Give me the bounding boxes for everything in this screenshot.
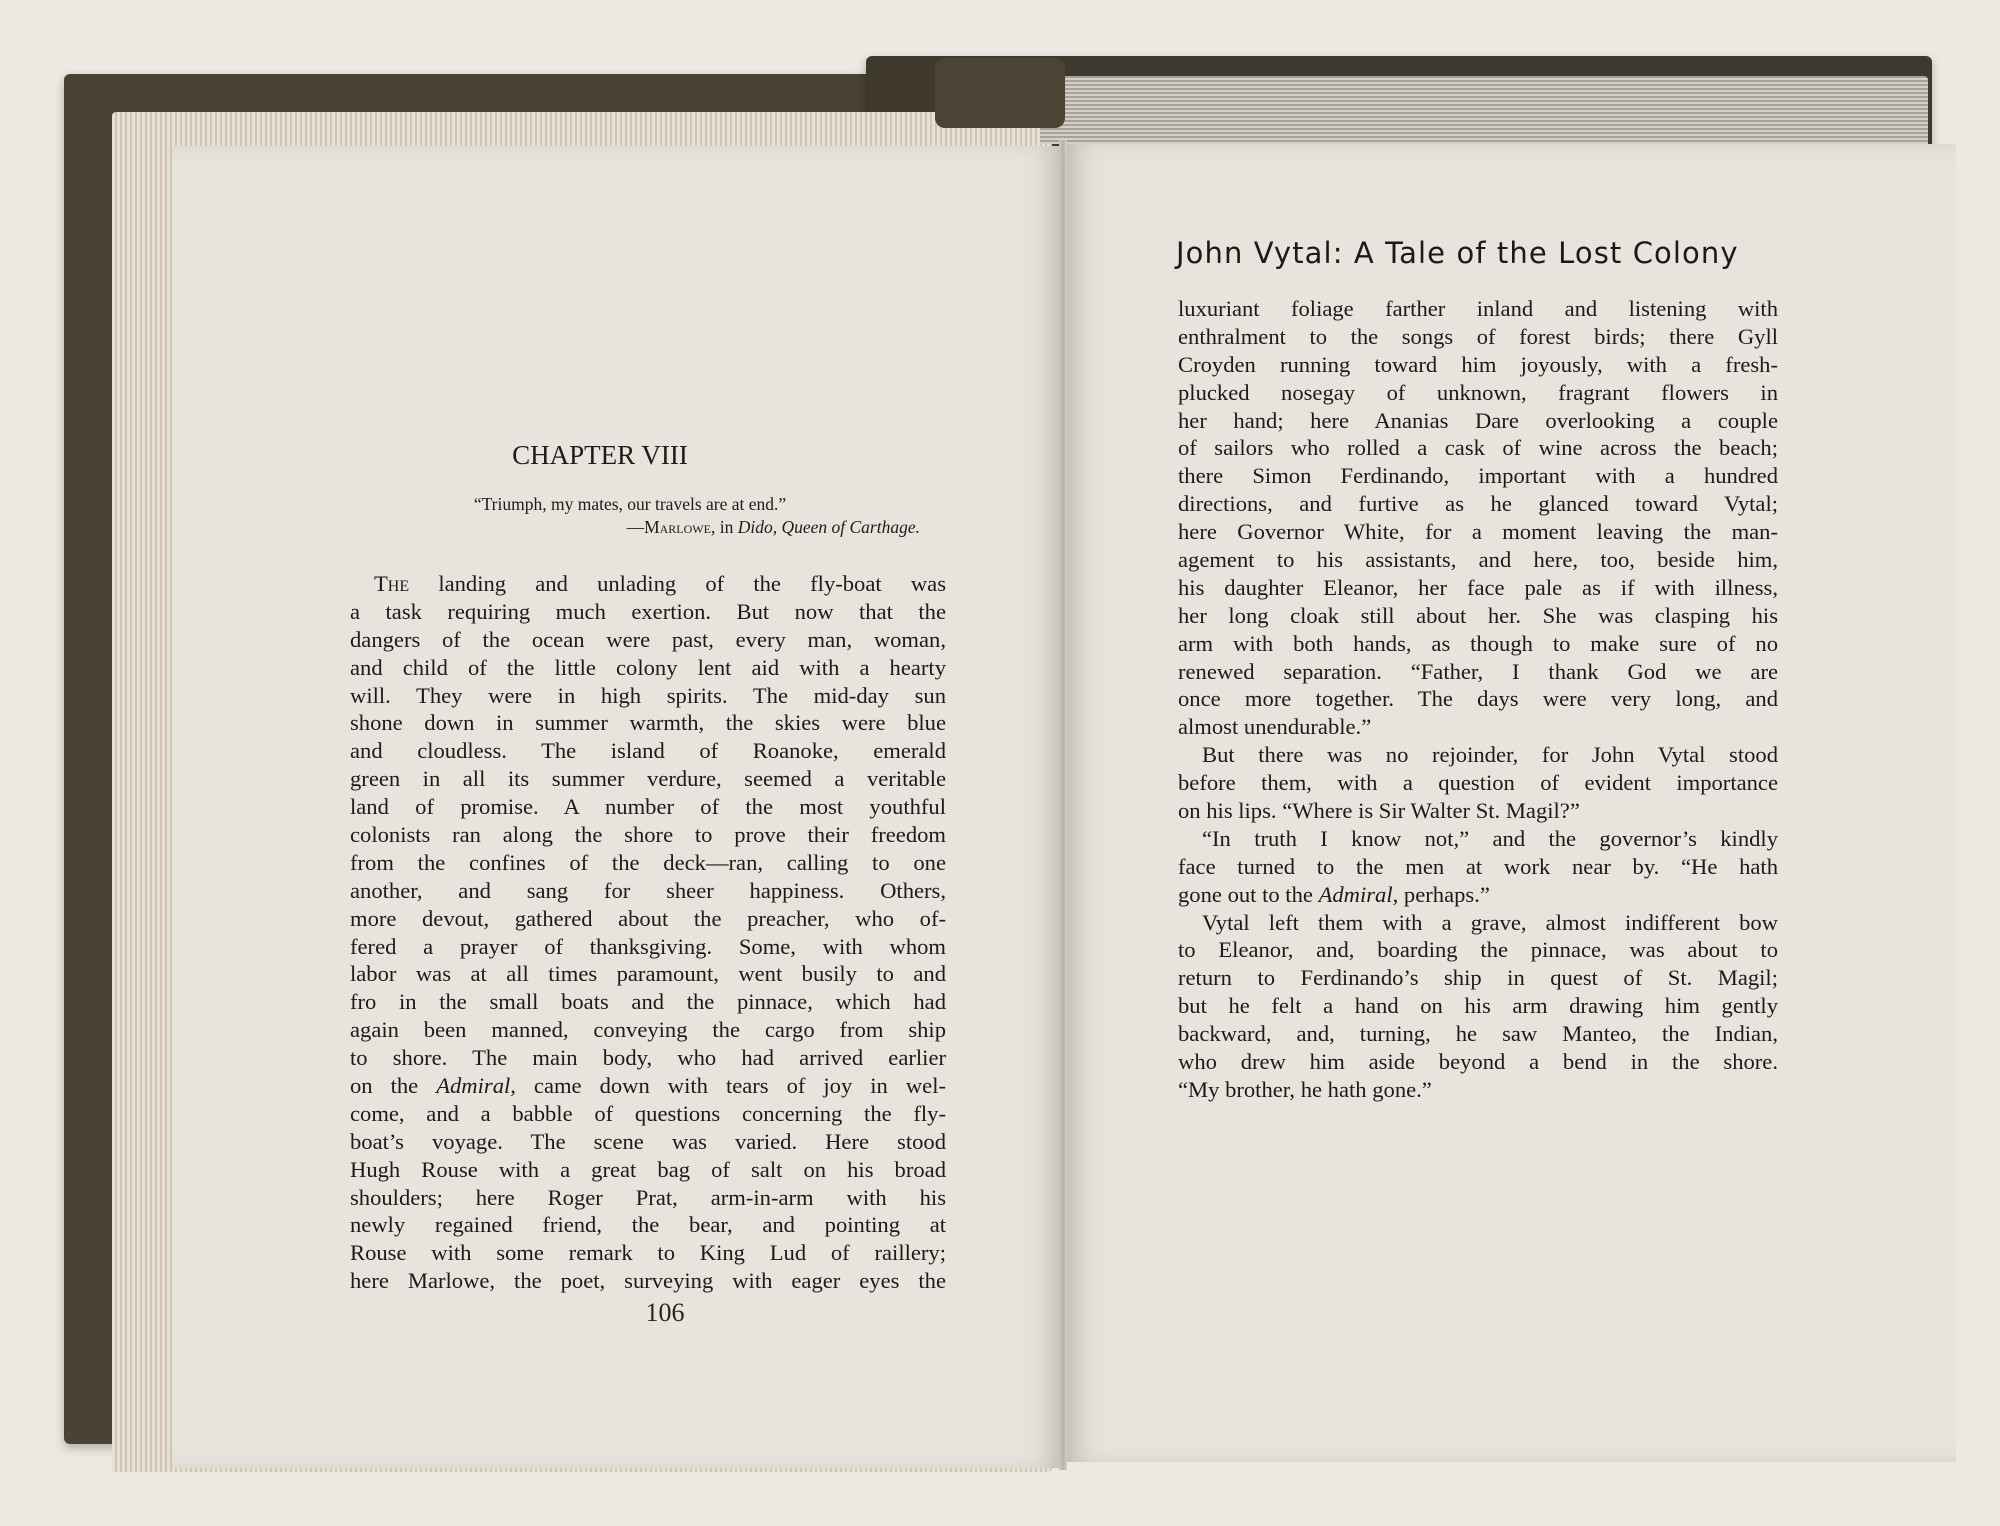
- text-line: But there was no rejoinder, for John Vytal stood: [1202, 742, 1778, 768]
- epigraph-in: , in: [710, 516, 738, 537]
- text-line: once more together. The days were very long, and: [1178, 686, 1778, 712]
- text-line: plucked nosegay of unknown, fragrant flowers in: [1178, 379, 1778, 405]
- epigraph-attribution: [340, 516, 920, 539]
- text-line: from the confines of the deck—ran, calling to one: [350, 849, 946, 875]
- text-line: to Eleanor, and, boarding the pinnace, was about to: [1178, 937, 1778, 963]
- text-line: renewed separation. “Father, I thank God we are: [1178, 658, 1778, 684]
- text-line: Rouse with some remark to King Lud of raillery;: [350, 1240, 946, 1266]
- text-line: Vytal left them with a grave, almost indifferent bow: [1202, 909, 1778, 935]
- text-line: Croyden running toward him joyously, with a fresh-: [1178, 351, 1778, 377]
- text-line: fered a prayer of thanksgiving. Some, with whom: [350, 933, 946, 959]
- text-line: gone out to the Admiral, perhaps.”: [1178, 881, 1490, 907]
- ship-name: Admiral,: [436, 1073, 516, 1099]
- text-line: shone down in summer warmth, the skies were blue: [350, 710, 946, 736]
- text-line: face turned to the men at work near by. “He hath: [1178, 853, 1778, 879]
- text-line: who drew him aside beyond a bend in the shore.: [1178, 1049, 1778, 1075]
- text-line: labor was at all times paramount, went busily to and: [350, 961, 946, 987]
- page-edges-right: [1040, 76, 1928, 144]
- text-line: backward, and, turning, he saw Manteo, the Indian,: [1178, 1021, 1778, 1047]
- text-line: “My brother, he hath gone.”: [1178, 1076, 1432, 1102]
- text-line: come, and a babble of questions concerning the fly-: [350, 1100, 946, 1126]
- ship-name: Admiral,: [1318, 881, 1399, 907]
- text-line: arm with both hands, as though to make sure of no: [1178, 630, 1778, 656]
- text-line: will. They were in high spirits. The mid-day sun: [350, 682, 946, 708]
- text-line: land of promise. A number of the most youthful: [350, 794, 946, 820]
- text-line: green in all its summer verdure, seemed a veritable: [350, 766, 946, 792]
- text-line: a task requiring much exertion. But now that the: [350, 598, 946, 624]
- epigraph: [340, 493, 920, 539]
- text-line: and cloudless. The island of Roanoke, emerald: [350, 738, 946, 764]
- text-line: Hugh Rouse with a great bag of salt on his broad: [350, 1156, 946, 1182]
- text-line: but he felt a hand on his arm drawing him gently: [1178, 993, 1778, 1019]
- chapter-title: CHAPTER VIII: [512, 440, 688, 470]
- text-line: shoulders; here Roger Prat, arm-in-arm with his: [350, 1184, 946, 1210]
- text-line: more devout, gathered about the preacher, who of-: [350, 905, 946, 931]
- book-gutter: [1059, 140, 1067, 1470]
- text-line: another, and sang for sheer happiness. Others,: [350, 877, 946, 903]
- text-line: here Governor White, for a moment leaving the man-: [1178, 519, 1778, 545]
- text-line: luxuriant foliage farther inland and listening with: [1178, 296, 1778, 321]
- text-line: before them, with a question of evident importance: [1178, 770, 1778, 796]
- text-line: fro in the small boats and the pinnace, which had: [350, 989, 946, 1015]
- text-line: almost unendurable.”: [1178, 714, 1372, 740]
- text-line: “In truth I know not,” and the governor’s kindly: [1202, 825, 1778, 851]
- left-body-text: [350, 570, 946, 1295]
- text-line: return to Ferdinando’s ship in quest of St. Magil;: [1178, 965, 1778, 991]
- text-line: dangers of the ocean were past, every man, woman,: [350, 626, 946, 652]
- text-line: boat’s voyage. The scene was varied. Here stood: [350, 1128, 946, 1154]
- text-line: and child of the little colony lent aid with a hearty: [350, 654, 946, 680]
- book-spine: [935, 58, 1065, 128]
- text-line: newly regained friend, the bear, and pointing at: [350, 1212, 946, 1238]
- opening-word: The: [374, 571, 410, 596]
- epigraph-author: —Marlowe: [626, 516, 711, 537]
- text-line: colonists ran along the shore to prove their freedom: [350, 822, 946, 848]
- text-line: enthralment to the songs of forest birds; there Gyll: [1178, 323, 1778, 349]
- text-line: her hand; here Ananias Dare overlooking a couple: [1178, 407, 1778, 433]
- page-number: 106: [645, 1298, 685, 1327]
- epigraph-quote: “Triumph, my mates, our travels are at end.”: [473, 494, 787, 514]
- text-line: there Simon Ferdinando, important with a hundred: [1178, 463, 1778, 489]
- text-line: agement to his assistants, and here, too, beside him,: [1178, 547, 1778, 573]
- text-line: again been manned, conveying the cargo from ship: [350, 1017, 946, 1043]
- text-line: on the Admiral, came down with tears of joy in wel-: [350, 1073, 946, 1099]
- text-line: here Marlowe, the poet, surveying with eager eyes the: [350, 1268, 946, 1294]
- text-line: her long cloak still about her. She was clasping his: [1178, 602, 1778, 628]
- text-line: to shore. The main body, who had arrived earlier: [350, 1045, 946, 1071]
- right-body-text: [1178, 295, 1778, 1104]
- text-line: on his lips. “Where is Sir Walter St. Magil?”: [1178, 798, 1580, 824]
- running-head: John Vytal: A Tale of the Lost Colony: [1176, 236, 1739, 270]
- text-line: of sailors who rolled a cask of wine across the beach;: [1178, 435, 1778, 461]
- text-line: his daughter Eleanor, her face pale as if with illness,: [1178, 574, 1778, 600]
- text-line: directions, and furtive as he glanced toward Vytal;: [1178, 491, 1778, 517]
- epigraph-work: Dido, Queen of Carthage.: [737, 516, 920, 537]
- text-line: The landing and unlading of the fly-boat was: [374, 571, 946, 596]
